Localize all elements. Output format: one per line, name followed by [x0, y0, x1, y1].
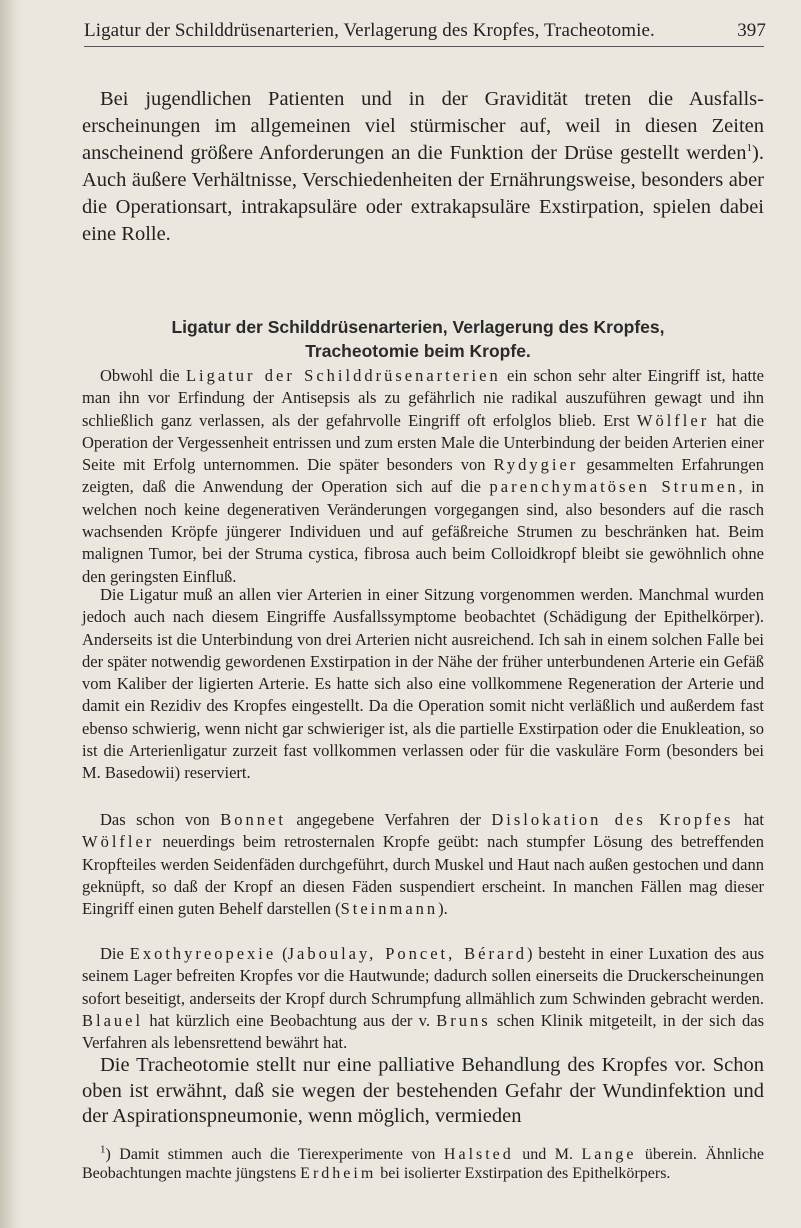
- page-number: 397: [737, 20, 766, 41]
- footnote-marker: 1: [746, 142, 753, 155]
- header-rule: [84, 46, 764, 47]
- running-title: Ligatur der Schilddrüsenarterien, Verlagerung des Kropfes, Tracheotomie.: [84, 20, 655, 41]
- section-heading-line-1: Ligatur der Schilddrüsenarterien, Verlagerung des Kropfes,: [171, 317, 665, 337]
- paragraph-ligatur-arterien: Die Ligatur muß an allen vier Arterien in einer Sitzung vorgenommen werden. Manchmal wurden jedoch auch nach diesem Eingriffe Ausfallssymptome beobachtet (Schädigung der Epithelkörper). Anderseits ist die Unterbindung von drei Arterien nicht ausreichend. Ich sah in einem solchen Falle bei der später notwendig gewordenen Exstirpation in der Nähe der früher unterbundenen Arterie ein Gefäß vom Kaliber der ligierten Arterie. Es hatte sich also eine vollkommene Regeneration der Arterie und damit ein Rezidiv des Kropfes eingestellt. Da die Operation somit nicht verläßlich und außerdem fast ebenso schwierig, wenn nicht gar schwieriger ist, als die partielle Exstirpation oder die Enukleation, so ist die Arterienligatur zurzeit fast vollkommen verlassen oder für die vaskuläre Form (besonders bei M. Basedowii) reserviert.: [82, 585, 764, 783]
- paragraph-exothyreopexie: Die Exothyreopexie (Jaboulay, Poncet, Bérard) besteht in einer Luxation des aus seinem Lager befreiten Kropfes vor die Hautwunde; dadurch sollen einerseits die Druckerscheinungen sofort beseitigt, anderseits der Kropf durch Schrumpfung allmählich zum Schwinden gebracht werden. Blauel hat kürzlich eine Beobachtung aus der v. Bruns schen Klinik mitgeteilt, in der sich das Verfahren als lebensrettend bewährt hat.: [82, 944, 764, 1053]
- section-heading: [68, 315, 768, 363]
- page-edge-shadow: [0, 0, 22, 1228]
- paragraph-tracheotomie: Die Tracheotomie stellt nur eine palliative Behandlung des Kropfes vor. Schon oben ist erwähnt, daß sie wegen der bestehenden Gefahr der Wundinfektion und der Aspirationspneumonie, wenn möglich, vermieden: [82, 1054, 764, 1127]
- paragraph-dislokation: Das schon von Bonnet angegebene Verfahren der Dislokation des Kropfes hat Wölfler neuerdings beim retrosternalen Kropfe geübt: nach stumpfer Lösung des betreffenden Kropfteiles werden Seidenfäden durchgeführt, durch Muskel und Haut nach außen gestochen und dann geknüpft, so daß der Kropf an diesen Fäden suspendiert erscheint. In manchen Fällen mag dieser Eingriff einen guten Behelf darstellen (Steinmann).: [82, 810, 764, 919]
- paragraph-ligatur: Obwohl die Ligatur der Schilddrüsenarterien ein schon sehr alter Eingriff ist, hatte man ihn vor Erfindung der Antisepsis als zu gefährlich nie radikal auszuführen gewagt und ihn schließlich ganz verlassen, als der gefahrvolle Eingriff oft erfolglos blieb. Erst Wölfler hat die Operation der Vergessenheit entrissen und zum ersten Male die Unterbindung der beiden Arterien einer Seite mit Erfolg unternommen. Die später besonders von Rydygier gesammelten Erfahrungen zeigten, daß die Anwendung der Operation sich auf die parenchymatösen Strumen, in welchen noch keine degenerativen Veränderungen vorgegangen sind, also besonders auf die rasch wachsenden Kröpfe jüngerer Individuen und auf gefäßreiche Strumen zu beschränken hat. Beim malignen Tumor, bei der Struma cystica, fibrosa auch beim Colloidkropf bleibt sie gewöhnlich ohne den geringsten Einfluß.: [82, 366, 765, 586]
- section-heading-line-2: Tracheotomie beim Kropfe.: [305, 341, 531, 361]
- intro-paragraph: Bei jugendlichen Patienten und in der Gravidität treten die Ausfallserscheinungen im allgemeinen viel stürmischer auf, weil in diesen Zeiten anscheinend größere Anforderungen an die Funktion der Drüse gestellt werden$^1$). Auch äußere Verhältnisse, Verschiedenheiten der Ernährungsweise, besonders aber die Operationsart, intrakapsuläre oder extrakapsuläre Exstirpation, spielen dabei eine Rolle.: [82, 88, 764, 245]
- footnote-number: 1: [100, 1143, 106, 1156]
- footnote: $^1$) Damit stimmen auch die Tierexperimente von Halsted und M. Lange überein. Ähnliche Beobachtungen machte jüngstens Erdheim bei isolierter Exstirpation des Epithelkörpers.: [82, 1143, 765, 1182]
